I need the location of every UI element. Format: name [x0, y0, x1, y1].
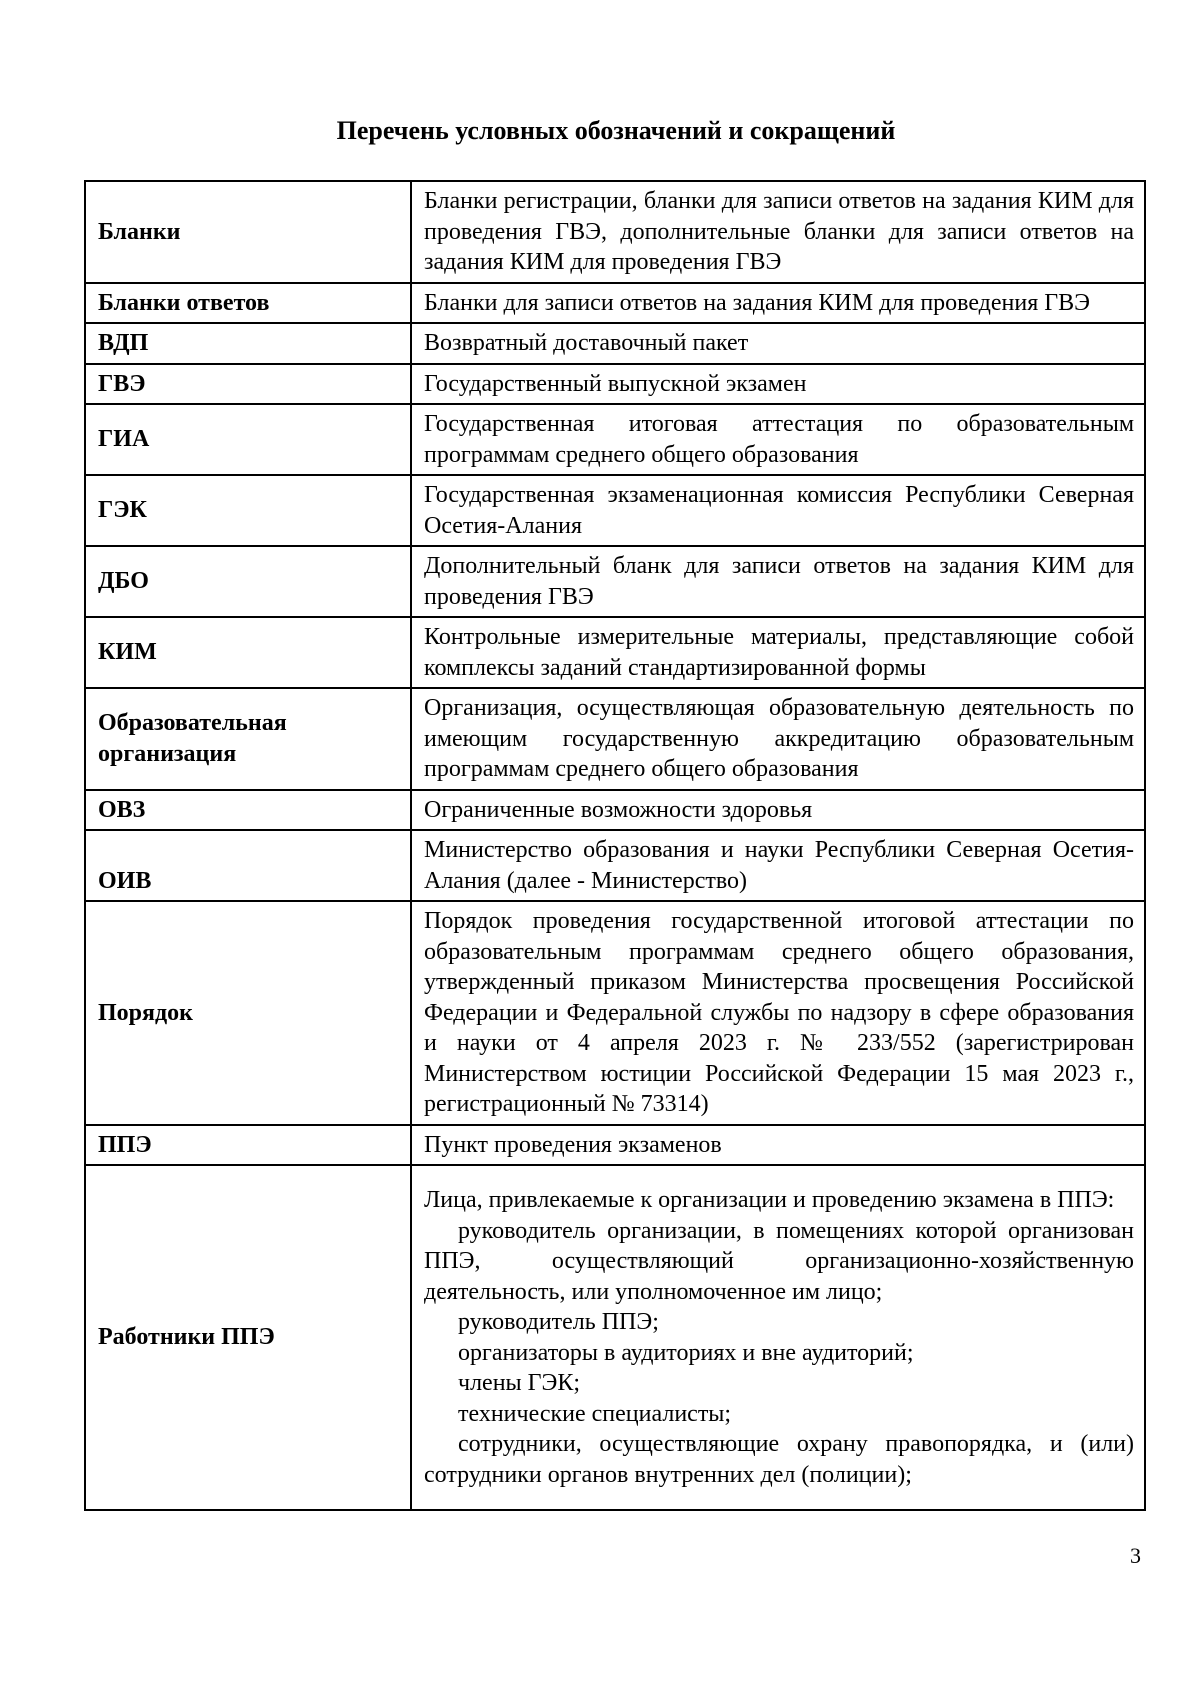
term-cell: ОВЗ [85, 790, 411, 831]
term-cell: Работники ППЭ [85, 1165, 411, 1510]
term-cell: Порядок [85, 901, 411, 1125]
table-row [85, 475, 1145, 546]
definition-text: Ограниченные возможности здоровья [424, 796, 813, 823]
term-cell: ГВЭ [85, 364, 411, 405]
table-row [85, 790, 1145, 831]
term-cell: Бланки ответов [85, 283, 411, 324]
definition-cell [411, 364, 1145, 405]
table-row [85, 617, 1145, 688]
definition-cell [411, 283, 1145, 324]
definition-text: Бланки регистрации, бланки для записи ответов на задания КИМ для проведения ГВЭ, дополнительные бланки для записи ответов на задания КИМ для проведения ГВЭ [424, 188, 1134, 275]
definition-text: Пункт проведения экзаменов [424, 1131, 722, 1158]
page-number: 3 [1130, 1543, 1141, 1568]
term-cell: ППЭ [85, 1125, 411, 1166]
term-cell: ОИВ [85, 830, 411, 901]
definition-cell [411, 1165, 1145, 1510]
definition-cell [411, 475, 1145, 546]
table-row [85, 364, 1145, 405]
term-cell: Образовательная организация [85, 688, 411, 790]
page-title: Перечень условных обозначений и сокращений [336, 116, 896, 145]
definition-text: Государственная экзаменационная комиссия Республики Северная Осетия-Алания [424, 482, 1134, 539]
definition-text: Государственный выпускной экзамен [424, 370, 807, 397]
table-row [85, 1165, 1145, 1510]
definition-list-item: руководитель организации, в помещениях которой организован ППЭ, осуществляющий организационно-хозяйственную деятельность, или уполномоченное им лицо; [424, 1217, 1134, 1305]
definition-list-item: технические специалисты; [458, 1400, 732, 1427]
definition-cell [411, 181, 1145, 283]
table-row [85, 830, 1145, 901]
definition-list-item: сотрудники, осуществляющие охрану правопорядка, и (или) сотрудники органов внутренних дел (полиции); [424, 1431, 1134, 1488]
definition-text: Организация, осуществляющая образовательную деятельность по имеющим государственную аккредитацию образовательным программам среднего общего образования [424, 695, 1134, 782]
term-cell: ГИА [85, 404, 411, 475]
definition-cell [411, 404, 1145, 475]
definition-list-item: члены ГЭК; [458, 1370, 581, 1396]
table-row [85, 323, 1145, 364]
term-cell: КИМ [85, 617, 411, 688]
table-row [85, 404, 1145, 475]
definition-cell [411, 617, 1145, 688]
definition-text: Возвратный доставочный пакет [424, 330, 749, 356]
table-row [85, 1125, 1145, 1166]
definition-text: Лица, привлекаемые к организации и проведению экзамена в ППЭ: [424, 1187, 1115, 1213]
definition-text: Контрольные измерительные материалы, представляющие собой комплексы заданий стандартизированной формы [424, 624, 1134, 681]
definition-text: Министерство образования и науки Республики Северная Осетия-Алания (далее - Министерство) [424, 837, 1134, 894]
definition-cell [411, 901, 1145, 1125]
table-row [85, 283, 1145, 324]
definition-text: Порядок проведения государственной итоговой аттестации по образовательным программам среднего общего образования, утвержденный приказом Министерства просвещения Российской Федерации и Федеральной службы по надзору в сфере образования и науки от 4 апреля 2023 г. № 233/552 (зарегистрирован Министерством юстиции Российской Федерации 15 мая 2023 г., регистрационный № 73314) [424, 908, 1134, 1117]
definition-text: Бланки для записи ответов на задания КИМ для проведения ГВЭ [424, 289, 1090, 316]
term-cell: ДБО [85, 546, 411, 617]
definition-text: Дополнительный бланк для записи ответов на задания КИМ для проведения ГВЭ [424, 553, 1134, 610]
definition-cell [411, 1125, 1145, 1166]
definition-cell [411, 323, 1145, 364]
term-cell: ГЭК [85, 475, 411, 546]
definition-cell [411, 830, 1145, 901]
definition-cell [411, 546, 1145, 617]
definition-text: Государственная итоговая аттестация по образовательным программам среднего общего образования [424, 411, 1134, 468]
table-row [85, 901, 1145, 1125]
definition-cell [411, 688, 1145, 790]
term-cell: Бланки [85, 181, 411, 283]
definition-list-item: организаторы в аудиториях и вне аудиторий; [458, 1339, 914, 1366]
definition-cell [411, 790, 1145, 831]
abbreviations-table [84, 180, 1146, 1511]
table-row [85, 181, 1145, 283]
definition-list-item: руководитель ППЭ; [458, 1309, 659, 1335]
table-row [85, 688, 1145, 790]
term-cell: ВДП [85, 323, 411, 364]
table-row [85, 546, 1145, 617]
